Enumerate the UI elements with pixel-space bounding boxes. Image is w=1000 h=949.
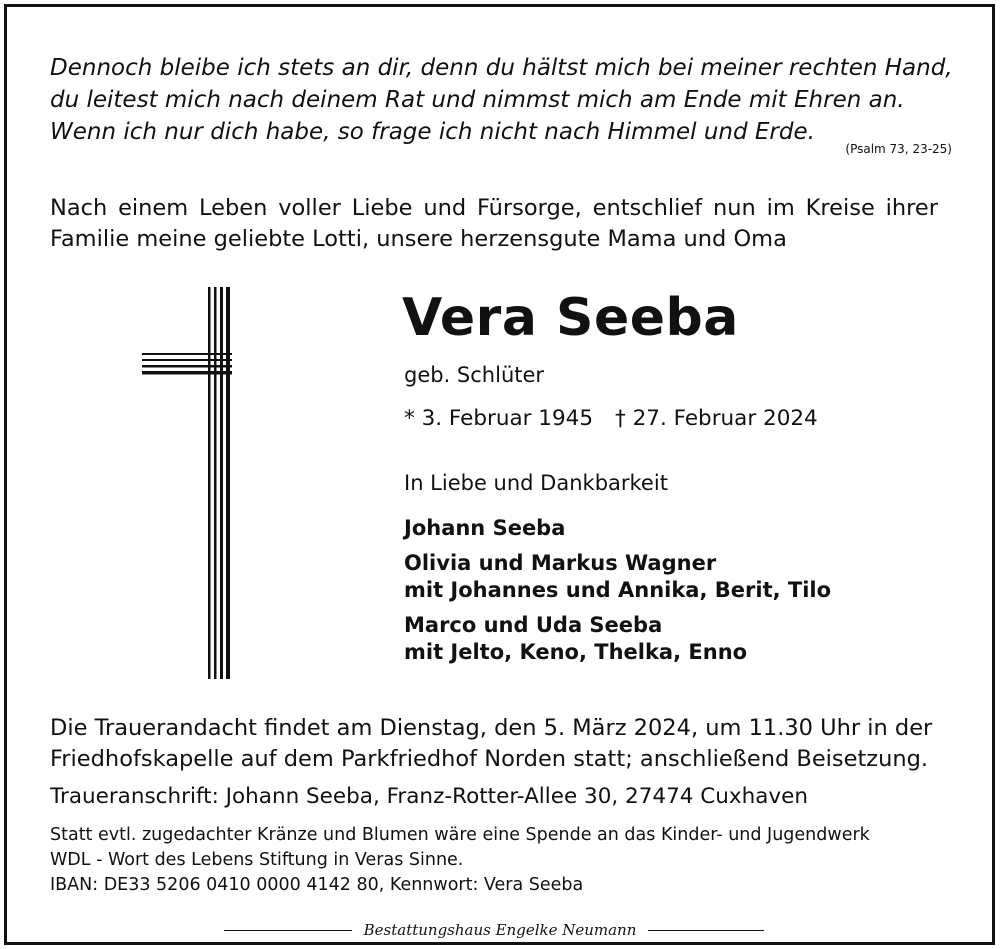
mourner-line: mit Jelto, Keno, Thelka, Enno	[404, 640, 748, 664]
mourner-line: Johann Seeba	[404, 516, 566, 540]
psalm-reference: (Psalm 73, 23-25)	[845, 142, 952, 156]
cross-horizontal-line-4	[142, 371, 232, 375]
service-line: Die Trauerandacht findet am Dienstag, den 5. März 2024, um 11.30 Uhr in der	[50, 715, 933, 741]
life-dates	[404, 406, 818, 431]
donation-line: Statt evtl. zugedachter Kränze und Blumen wäre eine Spende an das Kinder- und Jugendwerk	[50, 825, 870, 845]
donation-info	[50, 823, 870, 898]
cross-vertical-inner-right	[220, 287, 223, 679]
cross-horizontal-line-1	[142, 353, 232, 355]
intro-text: Nach einem Leben voller Liebe und Fürsorge, entschlief nun im Kreise ihrer Familie meine geliebte Lotti, unsere herzensgute Mama und Oma	[50, 195, 938, 252]
cross-vertical-outer-right	[226, 287, 230, 679]
mourner-line: Olivia und Markus Wagner	[404, 551, 717, 575]
funeral-home-name: Bestattungshaus Engelke Neumann	[352, 921, 649, 939]
donation-line: WDL - Wort des Lebens Stiftung in Veras Sinne.	[50, 850, 464, 870]
mourner-line: mit Johannes und Annika, Berit, Tilo	[404, 578, 832, 602]
cross-vertical-outer-left	[208, 287, 211, 679]
service-line: Friedhofskapelle auf dem Parkfriedhof Norden statt; anschließend Beisetzung.	[50, 746, 929, 772]
donation-line: IBAN: DE33 5206 0410 0000 4142 80, Kennwort: Vera Seeba	[50, 875, 584, 895]
birth-date: * 3. Februar 1945	[404, 406, 594, 431]
service-info	[50, 713, 932, 775]
psalm-line: du leitest mich nach deinem Rat und nimmst mich am Ende mit Ehren an.	[50, 87, 905, 113]
cross-horizontal-line-3	[142, 365, 232, 368]
footer	[0, 920, 1000, 939]
psalm-line: Wenn ich nur dich habe, so frage ich nicht nach Himmel und Erde.	[50, 119, 815, 145]
mourning-address: Traueranschrift: Johann Seeba, Franz-Rotter-Allee 30, 27474 Cuxhaven	[50, 784, 809, 809]
cross-vertical-inner-left	[214, 287, 217, 679]
cross-horizontal-line-2	[142, 359, 232, 361]
cross-icon	[142, 287, 232, 679]
deceased-name: Vera Seeba	[402, 288, 739, 348]
mourner-line: Marco und Uda Seeba	[404, 613, 663, 637]
psalm-quote	[50, 52, 953, 148]
death-date: † 27. Februar 2024	[615, 406, 818, 431]
mourners-intro: In Liebe und Dankbarkeit	[404, 471, 668, 495]
maiden-name: geb. Schlüter	[404, 363, 545, 387]
mourners-list	[404, 515, 831, 666]
psalm-line: Dennoch bleibe ich stets an dir, denn du hältst mich bei meiner rechten Hand,	[50, 55, 953, 81]
